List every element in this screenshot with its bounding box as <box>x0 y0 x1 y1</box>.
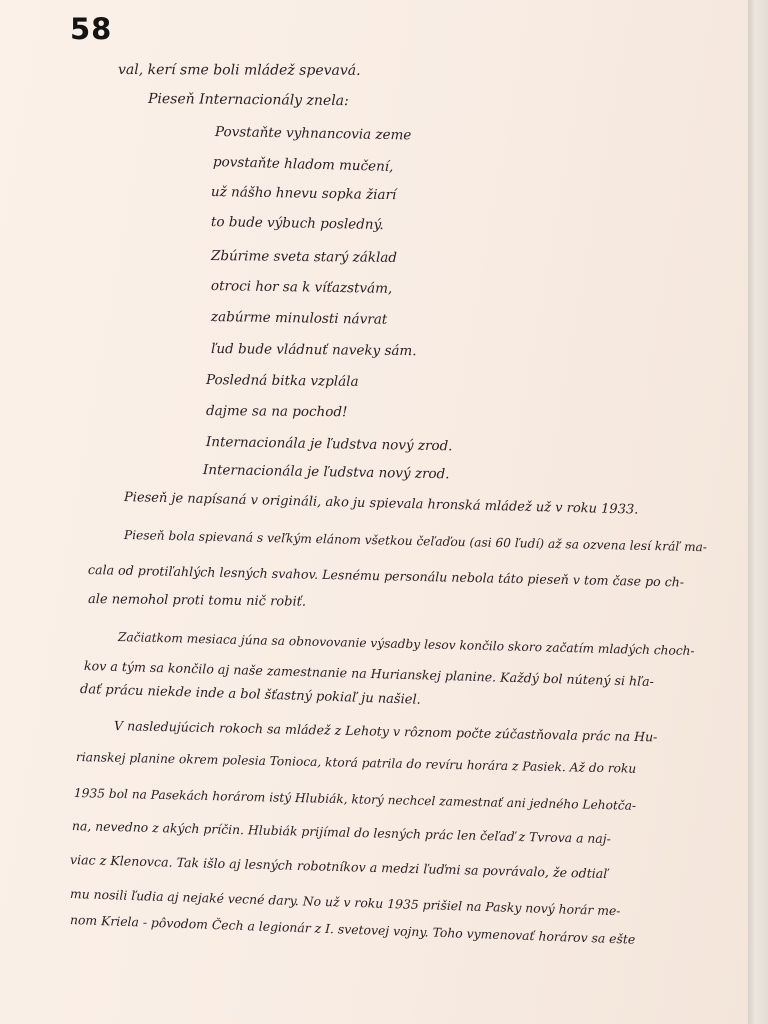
text-line: viac z Klenovca. Tak išlo aj lesných robotníkov a medzi ľuďmi sa povrávalo, že odtiaľ <box>69 852 609 882</box>
text-line: rianskej planine okrem polesia Tonioca, ktorá patrila do revíru horára z Pasiek. Až do roku <box>75 750 637 776</box>
poem-line: Zbúrime sveta starý základ <box>210 248 398 266</box>
text-line: kov a tým sa končilo aj naše zamestnanie na Hurianskej planine. Každý bol nútený si hľa- <box>83 658 655 689</box>
text-line: dať prácu niekde inde a bol šťastný pokiaľ ju našiel. <box>79 682 421 708</box>
text-line: Pieseň bola spievaná s veľkým elánom všetkou čeľaďou (asi 60 ľudí) až sa ozvena lesí kráľ ma- <box>123 528 708 555</box>
poem-line: zabúrme minulosti návrat <box>210 309 388 328</box>
poem-line: dajme sa na pochod! <box>205 403 348 421</box>
poem-line: Posledná bitka vzplála <box>205 372 359 390</box>
poem-line: Internacionála je ľudstva nový zrod. <box>202 462 450 483</box>
text-line: val, kerí sme boli mládež spevavá. <box>117 62 361 79</box>
poem-line: už nášho hnevu sopka žiarí <box>210 184 397 204</box>
text-line: mu nosili ľudia aj nejaké vecné dary. No už v roku 1935 prišiel na Pasky nový horár me- <box>69 886 621 919</box>
page-number: 58 <box>70 12 113 46</box>
poem-line: ľud bude vládnuť naveky sám. <box>210 341 417 360</box>
text-line: Začiatkom mesiaca júna sa obnovovanie výsadby lesov končilo skoro začatím mladých choch- <box>117 630 695 659</box>
text-line: Pieseň je napísaná v origináli, ako ju spievala hronská mládež už v roku 1933. <box>123 490 639 518</box>
poem-line: Internacionála je ľudstva nový zrod. <box>205 434 453 455</box>
text-line: nom Kriela - pôvodom Čech a legionár z I. svetovej vojny. Toho vymenovať horárov sa ešte <box>69 912 636 947</box>
text-line: cala od protiľahlých lesných svahov. Lesnému personálu nebola táto pieseň v tom čase po ch- <box>87 562 685 590</box>
poem-line: to bude výbuch posledný. <box>210 214 384 234</box>
text-line: 1935 bol na Pasekách horárom istý Hlubiák, ktorý nechcel zamestnať ani jedného Lehotča- <box>73 786 637 813</box>
text-line: Pieseň Internacionály znela: <box>147 91 349 110</box>
poem-line: povstaňte hladom mučení, <box>212 154 394 176</box>
text-line: V nasledujúcich rokoch sa mládež z Lehoty v rôznom počte zúčastňovala prác na Hu- <box>113 718 658 745</box>
poem-line: Povstaňte vyhnancovia zeme <box>214 124 412 144</box>
poem-line: otroci hor sa k víťazstvám, <box>210 278 393 297</box>
page-edge <box>748 0 768 1024</box>
text-line: ale nemohol proti tomu nič robiť. <box>87 592 307 610</box>
text-line: na, nevedno z akých príčin. Hlubiák prijímal do lesných prác len čeľaď z Tvrova a naj- <box>71 818 611 847</box>
